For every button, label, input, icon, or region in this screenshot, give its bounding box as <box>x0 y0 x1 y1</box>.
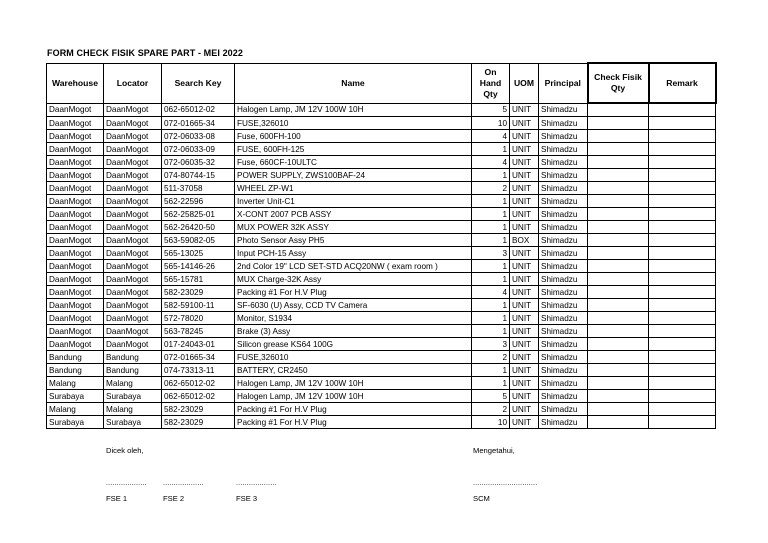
cell-check-fisik-qty[interactable] <box>588 156 649 169</box>
cell-search-key: 582-59100-11 <box>162 299 235 312</box>
cell-search-key: 017-24043-01 <box>162 338 235 351</box>
table-row <box>47 416 716 429</box>
cell-search-key: 072-01665-34 <box>162 117 235 130</box>
fse3-signature-line: ................... <box>236 480 277 487</box>
cell-search-key: 565-13025 <box>162 247 235 260</box>
col-remark: Remark <box>649 63 716 103</box>
cell-uom: UNIT <box>510 143 539 156</box>
cell-warehouse: Surabaya <box>47 416 104 429</box>
cell-locator: DaanMogot <box>104 299 162 312</box>
cell-remark[interactable] <box>649 377 716 390</box>
cell-warehouse: DaanMogot <box>47 273 104 286</box>
table-row <box>47 273 716 286</box>
cell-uom: UNIT <box>510 312 539 325</box>
cell-locator: DaanMogot <box>104 195 162 208</box>
cell-on-hand-qty: 1 <box>472 273 510 286</box>
cell-check-fisik-qty[interactable] <box>588 221 649 234</box>
cell-uom: UNIT <box>510 247 539 260</box>
col-on-hand-qty: On Hand Qty <box>472 63 510 103</box>
cell-on-hand-qty: 3 <box>472 338 510 351</box>
cell-uom: UNIT <box>510 351 539 364</box>
cell-name: Brake (3) Assy <box>235 325 472 338</box>
cell-on-hand-qty: 4 <box>472 286 510 299</box>
cell-remark[interactable] <box>649 208 716 221</box>
cell-principal: Shimadzu <box>539 299 588 312</box>
table-body <box>47 103 716 429</box>
cell-uom: UNIT <box>510 416 539 429</box>
cell-warehouse: DaanMogot <box>47 299 104 312</box>
cell-search-key: 072-01665-34 <box>162 351 235 364</box>
cell-warehouse: Malang <box>47 377 104 390</box>
cell-warehouse: DaanMogot <box>47 260 104 273</box>
cell-check-fisik-qty[interactable] <box>588 312 649 325</box>
cell-check-fisik-qty[interactable] <box>588 416 649 429</box>
cell-check-fisik-qty[interactable] <box>588 325 649 338</box>
cell-search-key: 562-25825-01 <box>162 208 235 221</box>
cell-remark[interactable] <box>649 130 716 143</box>
cell-locator: DaanMogot <box>104 312 162 325</box>
cell-remark[interactable] <box>649 117 716 130</box>
table-row <box>47 195 716 208</box>
table-row <box>47 299 716 312</box>
cell-uom: UNIT <box>510 156 539 169</box>
cell-remark[interactable] <box>649 195 716 208</box>
cell-warehouse: Bandung <box>47 364 104 377</box>
cell-on-hand-qty: 5 <box>472 390 510 403</box>
cell-principal: Shimadzu <box>539 364 588 377</box>
cell-locator: DaanMogot <box>104 208 162 221</box>
table-row <box>47 364 716 377</box>
cell-on-hand-qty: 1 <box>472 260 510 273</box>
cell-principal: Shimadzu <box>539 143 588 156</box>
cell-search-key: 062-65012-02 <box>162 377 235 390</box>
cell-principal: Shimadzu <box>539 312 588 325</box>
cell-locator: Bandung <box>104 351 162 364</box>
cell-warehouse: DaanMogot <box>47 156 104 169</box>
cell-on-hand-qty: 1 <box>472 325 510 338</box>
cell-on-hand-qty: 1 <box>472 364 510 377</box>
cell-on-hand-qty: 1 <box>472 169 510 182</box>
cell-remark[interactable] <box>649 351 716 364</box>
table-row <box>47 156 716 169</box>
fse2-label: FSE 2 <box>163 494 185 503</box>
cell-remark[interactable] <box>649 156 716 169</box>
cell-uom: UNIT <box>510 377 539 390</box>
cell-name: Monitor, S1934 <box>235 312 472 325</box>
cell-search-key: 565-15781 <box>162 273 235 286</box>
cell-search-key: 563-78245 <box>162 325 235 338</box>
cell-remark[interactable] <box>649 403 716 416</box>
cell-on-hand-qty: 5 <box>472 103 510 117</box>
cell-remark[interactable] <box>649 273 716 286</box>
table-row <box>47 377 716 390</box>
table-row <box>47 221 716 234</box>
cell-locator: DaanMogot <box>104 130 162 143</box>
cell-warehouse: DaanMogot <box>47 130 104 143</box>
cell-name: Fuse, 660CF-10ULTC <box>235 156 472 169</box>
col-search-key: Search Key <box>162 63 235 103</box>
cell-principal: Shimadzu <box>539 260 588 273</box>
cell-name: Packing #1 For H.V Plug <box>235 416 472 429</box>
cell-on-hand-qty: 4 <box>472 130 510 143</box>
cell-check-fisik-qty[interactable] <box>588 338 649 351</box>
cell-search-key: 072-06035-32 <box>162 156 235 169</box>
cell-check-fisik-qty[interactable] <box>588 351 649 364</box>
cell-remark[interactable] <box>649 247 716 260</box>
cell-search-key: 074-80744-15 <box>162 169 235 182</box>
cell-name: Inverter Unit-C1 <box>235 195 472 208</box>
cell-principal: Shimadzu <box>539 195 588 208</box>
cell-name: Halogen Lamp, JM 12V 100W 10H <box>235 377 472 390</box>
cell-uom: UNIT <box>510 103 539 117</box>
cell-uom: UNIT <box>510 208 539 221</box>
cell-name: WHEEL ZP-W1 <box>235 182 472 195</box>
cell-remark[interactable] <box>649 260 716 273</box>
cell-principal: Shimadzu <box>539 338 588 351</box>
cell-uom: UNIT <box>510 182 539 195</box>
cell-on-hand-qty: 2 <box>472 403 510 416</box>
cell-check-fisik-qty[interactable] <box>588 208 649 221</box>
cell-locator: Bandung <box>104 364 162 377</box>
cell-locator: DaanMogot <box>104 117 162 130</box>
col-check-fisik-qty: Check Fisik Qty <box>588 63 649 103</box>
cell-remark[interactable] <box>649 312 716 325</box>
fse1-signature-line: ................... <box>106 480 147 487</box>
cell-remark[interactable] <box>649 364 716 377</box>
cell-on-hand-qty: 1 <box>472 312 510 325</box>
cell-on-hand-qty: 3 <box>472 247 510 260</box>
cell-principal: Shimadzu <box>539 234 588 247</box>
cell-check-fisik-qty[interactable] <box>588 247 649 260</box>
cell-locator: DaanMogot <box>104 221 162 234</box>
cell-check-fisik-qty[interactable] <box>588 143 649 156</box>
table-row <box>47 169 716 182</box>
scm-label: SCM <box>473 494 490 503</box>
cell-principal: Shimadzu <box>539 286 588 299</box>
cell-uom: UNIT <box>510 338 539 351</box>
cell-warehouse: DaanMogot <box>47 312 104 325</box>
cell-check-fisik-qty[interactable] <box>588 169 649 182</box>
cell-remark[interactable] <box>649 338 716 351</box>
cell-remark[interactable] <box>649 299 716 312</box>
cell-locator: DaanMogot <box>104 338 162 351</box>
fse1-label: FSE 1 <box>106 494 128 503</box>
acknowledged-label: Mengetahui, <box>473 446 515 455</box>
cell-warehouse: DaanMogot <box>47 169 104 182</box>
table-row <box>47 182 716 195</box>
cell-remark[interactable] <box>649 221 716 234</box>
cell-name: Fuse, 600FH-100 <box>235 130 472 143</box>
cell-check-fisik-qty[interactable] <box>588 377 649 390</box>
cell-principal: Shimadzu <box>539 156 588 169</box>
table-row <box>47 208 716 221</box>
cell-remark[interactable] <box>649 234 716 247</box>
table-row <box>47 325 716 338</box>
cell-warehouse: DaanMogot <box>47 221 104 234</box>
cell-name: Halogen Lamp, JM 12V 100W 10H <box>235 103 472 117</box>
col-principal: Principal <box>539 63 588 103</box>
cell-on-hand-qty: 1 <box>472 195 510 208</box>
cell-on-hand-qty: 1 <box>472 143 510 156</box>
cell-locator: DaanMogot <box>104 143 162 156</box>
cell-uom: UNIT <box>510 364 539 377</box>
cell-uom: UNIT <box>510 286 539 299</box>
cell-warehouse: DaanMogot <box>47 117 104 130</box>
cell-name: FUSE,326010 <box>235 117 472 130</box>
cell-search-key: 062-65012-02 <box>162 390 235 403</box>
fse3-label: FSE 3 <box>236 494 258 503</box>
cell-check-fisik-qty[interactable] <box>588 182 649 195</box>
cell-name: 2nd Color 19" LCD SET-STD ACQ20NW ( exam room ) <box>235 260 472 273</box>
table-row <box>47 247 716 260</box>
cell-check-fisik-qty[interactable] <box>588 403 649 416</box>
cell-check-fisik-qty[interactable] <box>588 299 649 312</box>
cell-warehouse: Malang <box>47 403 104 416</box>
cell-principal: Shimadzu <box>539 221 588 234</box>
cell-search-key: 062-65012-02 <box>162 103 235 117</box>
table-row <box>47 234 716 247</box>
cell-name: Halogen Lamp, JM 12V 100W 10H <box>235 390 472 403</box>
cell-on-hand-qty: 10 <box>472 416 510 429</box>
cell-check-fisik-qty[interactable] <box>588 286 649 299</box>
cell-uom: UNIT <box>510 273 539 286</box>
cell-check-fisik-qty[interactable] <box>588 103 649 117</box>
cell-principal: Shimadzu <box>539 117 588 130</box>
table-row <box>47 103 716 117</box>
cell-principal: Shimadzu <box>539 182 588 195</box>
cell-locator: DaanMogot <box>104 247 162 260</box>
cell-on-hand-qty: 2 <box>472 182 510 195</box>
form-title: FORM CHECK FISIK SPARE PART - MEI 2022 <box>47 48 243 58</box>
cell-warehouse: DaanMogot <box>47 195 104 208</box>
cell-locator: DaanMogot <box>104 273 162 286</box>
cell-principal: Shimadzu <box>539 273 588 286</box>
cell-check-fisik-qty[interactable] <box>588 273 649 286</box>
cell-name: MUX Charge-32K Assy <box>235 273 472 286</box>
cell-locator: DaanMogot <box>104 103 162 117</box>
header-row <box>47 63 716 103</box>
cell-remark[interactable] <box>649 103 716 117</box>
cell-locator: DaanMogot <box>104 325 162 338</box>
cell-search-key: 582-23029 <box>162 286 235 299</box>
cell-uom: UNIT <box>510 325 539 338</box>
cell-uom: UNIT <box>510 299 539 312</box>
cell-search-key: 563-59082-05 <box>162 234 235 247</box>
cell-on-hand-qty: 1 <box>472 299 510 312</box>
col-uom: UOM <box>510 63 539 103</box>
cell-warehouse: DaanMogot <box>47 143 104 156</box>
table-row <box>47 117 716 130</box>
cell-name: POWER SUPPLY, ZWS100BAF-24 <box>235 169 472 182</box>
col-warehouse: Warehouse <box>47 63 104 103</box>
col-locator: Locator <box>104 63 162 103</box>
cell-uom: UNIT <box>510 130 539 143</box>
cell-warehouse: DaanMogot <box>47 247 104 260</box>
cell-uom: BOX <box>510 234 539 247</box>
cell-search-key: 572-78020 <box>162 312 235 325</box>
checked-by-label: Dicek oleh, <box>106 446 144 455</box>
cell-search-key: 562-26420-50 <box>162 221 235 234</box>
cell-warehouse: DaanMogot <box>47 103 104 117</box>
cell-name: Input PCH-15 Assy <box>235 247 472 260</box>
cell-principal: Shimadzu <box>539 208 588 221</box>
cell-search-key: 072-06033-09 <box>162 143 235 156</box>
cell-principal: Shimadzu <box>539 351 588 364</box>
cell-warehouse: DaanMogot <box>47 338 104 351</box>
cell-locator: Surabaya <box>104 416 162 429</box>
cell-locator: DaanMogot <box>104 169 162 182</box>
cell-principal: Shimadzu <box>539 416 588 429</box>
cell-check-fisik-qty[interactable] <box>588 130 649 143</box>
cell-name: SF-6030 (U) Assy, CCD TV Camera <box>235 299 472 312</box>
cell-name: FUSE, 600FH-125 <box>235 143 472 156</box>
cell-principal: Shimadzu <box>539 390 588 403</box>
cell-warehouse: DaanMogot <box>47 208 104 221</box>
fse2-signature-line: ................... <box>163 480 204 487</box>
cell-remark[interactable] <box>649 416 716 429</box>
table-row <box>47 338 716 351</box>
cell-check-fisik-qty[interactable] <box>588 364 649 377</box>
cell-principal: Shimadzu <box>539 325 588 338</box>
cell-on-hand-qty: 1 <box>472 208 510 221</box>
table-row <box>47 130 716 143</box>
cell-search-key: 565-14146-26 <box>162 260 235 273</box>
cell-search-key: 582-23029 <box>162 416 235 429</box>
scm-signature-line: .............................. <box>473 480 538 487</box>
cell-search-key: 562-22596 <box>162 195 235 208</box>
spare-part-table <box>46 62 717 429</box>
cell-on-hand-qty: 2 <box>472 351 510 364</box>
table-row <box>47 351 716 364</box>
cell-remark[interactable] <box>649 182 716 195</box>
cell-principal: Shimadzu <box>539 130 588 143</box>
cell-warehouse: Bandung <box>47 351 104 364</box>
cell-locator: DaanMogot <box>104 260 162 273</box>
cell-search-key: 072-06033-08 <box>162 130 235 143</box>
cell-locator: Malang <box>104 403 162 416</box>
cell-remark[interactable] <box>649 325 716 338</box>
cell-locator: Surabaya <box>104 390 162 403</box>
cell-remark[interactable] <box>649 390 716 403</box>
cell-locator: DaanMogot <box>104 286 162 299</box>
cell-name: Photo Sensor Assy PH5 <box>235 234 472 247</box>
cell-name: BATTERY, CR2450 <box>235 364 472 377</box>
table-row <box>47 403 716 416</box>
cell-principal: Shimadzu <box>539 403 588 416</box>
cell-check-fisik-qty[interactable] <box>588 234 649 247</box>
cell-on-hand-qty: 1 <box>472 377 510 390</box>
cell-principal: Shimadzu <box>539 169 588 182</box>
cell-search-key: 582-23029 <box>162 403 235 416</box>
cell-uom: UNIT <box>510 390 539 403</box>
cell-warehouse: DaanMogot <box>47 182 104 195</box>
cell-warehouse: Surabaya <box>47 390 104 403</box>
cell-on-hand-qty: 10 <box>472 117 510 130</box>
table-row <box>47 143 716 156</box>
cell-locator: Malang <box>104 377 162 390</box>
cell-name: FUSE,326010 <box>235 351 472 364</box>
cell-warehouse: DaanMogot <box>47 286 104 299</box>
table-row <box>47 286 716 299</box>
cell-remark[interactable] <box>649 169 716 182</box>
cell-locator: DaanMogot <box>104 234 162 247</box>
cell-check-fisik-qty[interactable] <box>588 117 649 130</box>
cell-uom: UNIT <box>510 117 539 130</box>
cell-on-hand-qty: 4 <box>472 156 510 169</box>
cell-on-hand-qty: 1 <box>472 221 510 234</box>
col-name: Name <box>235 63 472 103</box>
table-row <box>47 390 716 403</box>
cell-warehouse: DaanMogot <box>47 325 104 338</box>
cell-on-hand-qty: 1 <box>472 234 510 247</box>
cell-check-fisik-qty[interactable] <box>588 260 649 273</box>
cell-principal: Shimadzu <box>539 247 588 260</box>
cell-name: X-CONT 2007 PCB ASSY <box>235 208 472 221</box>
cell-remark[interactable] <box>649 286 716 299</box>
cell-search-key: 511-37058 <box>162 182 235 195</box>
cell-remark[interactable] <box>649 143 716 156</box>
cell-name: Packing #1 For H.V Plug <box>235 286 472 299</box>
cell-check-fisik-qty[interactable] <box>588 390 649 403</box>
cell-name: MUX POWER 32K ASSY <box>235 221 472 234</box>
cell-uom: UNIT <box>510 169 539 182</box>
cell-locator: DaanMogot <box>104 156 162 169</box>
cell-uom: UNIT <box>510 260 539 273</box>
cell-search-key: 074-73313-11 <box>162 364 235 377</box>
cell-warehouse: DaanMogot <box>47 234 104 247</box>
cell-principal: Shimadzu <box>539 377 588 390</box>
cell-uom: UNIT <box>510 195 539 208</box>
cell-name: Packing #1 For H.V Plug <box>235 403 472 416</box>
table-row <box>47 312 716 325</box>
table-row <box>47 260 716 273</box>
cell-name: Silicon grease KS64 100G <box>235 338 472 351</box>
cell-uom: UNIT <box>510 221 539 234</box>
cell-principal: Shimadzu <box>539 103 588 117</box>
cell-locator: DaanMogot <box>104 182 162 195</box>
cell-uom: UNIT <box>510 403 539 416</box>
cell-check-fisik-qty[interactable] <box>588 195 649 208</box>
